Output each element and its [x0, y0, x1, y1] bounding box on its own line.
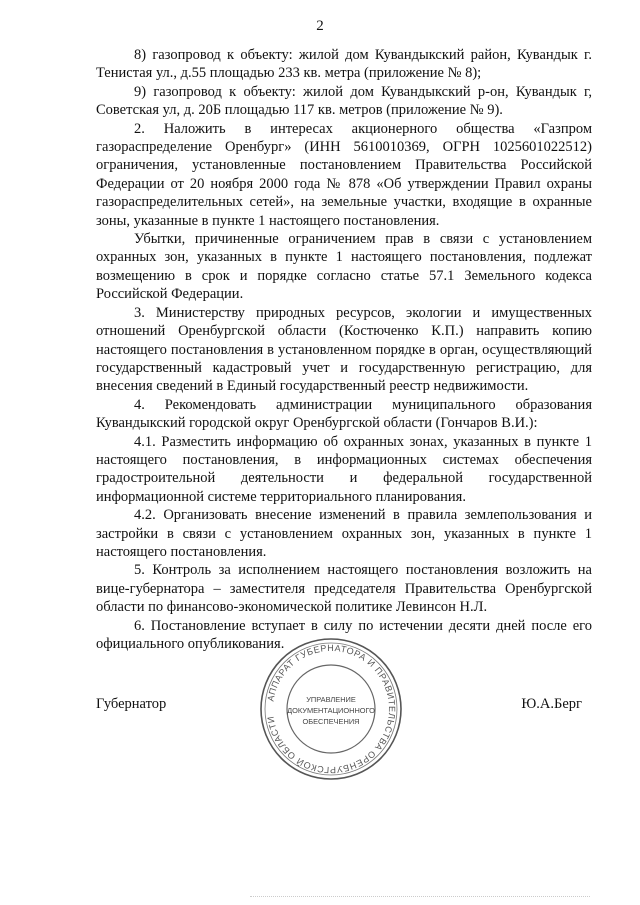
paragraph-item-8: 8) газопровод к объекту: жилой дом Кувандыкский район, Кувандык г. Тенистая ул., д.55 площадью 233 кв. метра (приложение № 8); — [96, 47, 592, 82]
seal-center-line-2: ДОКУМЕНТАЦИОННОГО — [287, 706, 375, 715]
paragraph-restrictions: 2. Наложить в интересах акционерного общества «Газпром газораспределение Оренбург» (ИНН 5610010369, ОГРН 1025601022512) ограничения, установленные постановлением Правительства Российской Федерации от 20 ноября 2000 года № 878 «Об утверждении Правил охраны газораспределительных сетей», на земельные участки, входящие в охранные зоны, указанные в пункте 1 настоящего постановления. — [96, 120, 592, 229]
paragraph-effective: 6. Постановление вступает в силу по истечении десяти дней после его официального опубликования. — [96, 617, 592, 652]
document-body — [96, 46, 592, 653]
paragraph-4-1: 4.1. Разместить информацию об охранных зонах, указанных в пункте 1 настоящего постановления, в информационных системах обеспечения градостроительной деятельности и федеральной государственной информационной системе территориального планирования. — [96, 433, 592, 505]
paragraph-recommend: 4. Рекомендовать администрации муниципального образования Кувандыкский городской округ Оренбургской области (Гончаров В.И.): — [96, 396, 592, 432]
signer-title: Губернатор — [96, 696, 167, 712]
official-seal-stamp — [258, 636, 404, 782]
signer-name: Ю.А.Берг — [521, 696, 582, 712]
footer-scan-artifact — [250, 896, 590, 901]
paragraph-item-9: 9) газопровод к объекту: жилой дом Кувандыкский р-он, Кувандык г, Советская ул, д. 20Б площадью 117 кв. метров (приложение № 9). — [96, 83, 592, 119]
seal-outer-text: АППАРАТ ГУБЕРНАТОРА И ПРАВИТЕЛЬСТВА ОРЕНБУРГСКОЙ ОБЛАСТИ — [265, 642, 398, 776]
paragraph-4-2: 4.2. Организовать внесение изменений в правила землепользования и застройки в связи с установлением охранных зон, указанных в пункте 1 настоящего постановления. — [96, 507, 592, 560]
seal-center-line-3: ОБЕСПЕЧЕНИЯ — [302, 717, 360, 726]
page-number: 2 — [316, 18, 324, 34]
paragraph-losses: Убытки, причиненные ограничением прав в связи с установлением охранных зон, указанных в пункте 1 настоящего постановления, подлежат возмещению в срок и порядке согласно статье 57.1 Земельного кодекса Российской Федерации. — [96, 231, 592, 303]
paragraph-ministry: 3. Министерству природных ресурсов, экологии и имущественных отношений Оренбургской области (Костюченко К.П.) направить копию настоящего постановления в установленном порядке в орган, осуществляющий государственный кадастровый учет и государственную регистрацию, для внесения сведений в Единый государственный реестр недвижимости. — [96, 304, 592, 395]
seal-center-line-1: УПРАВЛЕНИЕ — [306, 695, 356, 704]
paragraph-control: 5. Контроль за исполнением настоящего постановления возложить на вице-губернатора – заместителя председателя Правительства Оренбургской области по финансово-экономической политике Левинсон Н.Л. — [96, 562, 592, 616]
